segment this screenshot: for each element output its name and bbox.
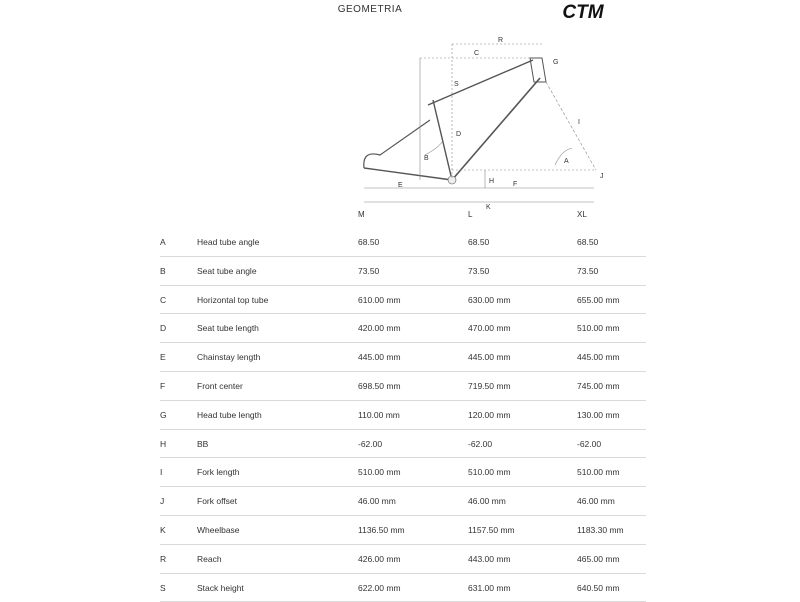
row-letter: G: [160, 409, 167, 420]
value-xl: 655.00 mm: [577, 294, 620, 305]
geometry-diagram: [350, 30, 650, 210]
table-row: [160, 372, 646, 401]
row-letter: F: [160, 380, 166, 391]
label-f: F: [513, 181, 518, 188]
value-l: -62.00: [468, 438, 493, 449]
row-letter: J: [160, 496, 165, 507]
row-name: Head tube length: [197, 409, 262, 420]
value-l: 73.50: [468, 265, 490, 276]
table-row: [160, 545, 646, 574]
size-header-l: L: [468, 210, 473, 219]
row-letter: S: [160, 582, 166, 593]
value-xl: -62.00: [577, 438, 602, 449]
value-l: 46.00 mm: [468, 496, 506, 507]
row-letter: C: [160, 294, 167, 305]
value-l: 630.00 mm: [468, 294, 511, 305]
geometry-table: [160, 228, 646, 602]
value-xl: 640.50 mm: [577, 582, 620, 593]
value-m: 610.00 mm: [358, 294, 401, 305]
size-header-xl: XL: [577, 210, 587, 219]
table-row: [160, 314, 646, 343]
ctm-logo: [533, 2, 633, 22]
value-l: 1157.50 mm: [468, 524, 515, 535]
table-row: [160, 487, 646, 516]
value-l: 719.50 mm: [468, 380, 511, 391]
row-name: Seat tube length: [197, 323, 259, 334]
row-name: Fork length: [197, 467, 240, 478]
value-xl: 510.00 mm: [577, 467, 620, 478]
top-tube: [428, 60, 533, 105]
brand-logotype: CTM: [562, 2, 604, 22]
label-i: I: [578, 119, 580, 126]
row-letter: A: [160, 237, 166, 247]
value-xl: 1183.30 mm: [577, 524, 624, 535]
page-title: GEOMETRIA: [337, 4, 403, 15]
table-row: [160, 286, 646, 315]
value-xl: 46.00 mm: [577, 496, 615, 507]
row-letter: E: [160, 352, 166, 363]
label-b: B: [424, 155, 429, 162]
row-name: Chainstay length: [197, 352, 261, 363]
label-r: R: [498, 37, 504, 44]
value-xl: 130.00 mm: [577, 409, 620, 420]
table-row: [160, 458, 646, 487]
table-row: [160, 343, 646, 372]
table-row: [160, 516, 646, 545]
row-name: Seat tube angle: [197, 265, 257, 276]
row-name: Fork offset: [197, 496, 237, 507]
size-header-m: M: [358, 210, 365, 219]
value-xl: 68.50: [577, 237, 599, 247]
value-xl: 745.00 mm: [577, 380, 620, 391]
value-m: 46.00 mm: [358, 496, 396, 507]
value-l: 443.00 mm: [468, 553, 511, 564]
value-m: 110.00 mm: [358, 409, 400, 420]
table-row: [160, 574, 646, 602]
value-m: 420.00 mm: [358, 323, 401, 334]
label-d: D: [456, 131, 462, 138]
chainstay: [364, 168, 452, 180]
row-name: Stack height: [197, 582, 244, 593]
down-tube: [452, 78, 540, 180]
label-e: E: [398, 182, 403, 189]
value-l: 510.00 mm: [468, 467, 511, 478]
label-s: S: [454, 81, 459, 88]
row-letter: R: [160, 553, 167, 564]
row-letter: I: [160, 467, 163, 478]
label-c: C: [474, 50, 480, 57]
value-m: 445.00 mm: [358, 352, 401, 363]
table-row: [160, 430, 646, 459]
row-letter: H: [160, 438, 167, 449]
row-name: BB: [197, 438, 209, 449]
label-g: G: [553, 59, 559, 66]
value-xl: 73.50: [577, 265, 599, 276]
row-name: Head tube angle: [197, 237, 260, 247]
value-l: 68.50: [468, 237, 490, 247]
label-j: J: [600, 173, 604, 180]
table-row: [160, 257, 646, 286]
label-a: A: [564, 158, 569, 165]
seat-tube: [433, 100, 452, 180]
value-l: 631.00 mm: [468, 582, 511, 593]
head-tube: [530, 58, 546, 82]
row-name: Wheelbase: [197, 524, 240, 535]
value-l: 120.00 mm: [468, 409, 511, 420]
table-row: [160, 228, 646, 257]
row-name: Horizontal top tube: [197, 294, 269, 305]
label-k: K: [486, 204, 491, 210]
row-name: Reach: [197, 553, 222, 564]
row-letter: B: [160, 265, 166, 276]
table-row: [160, 401, 646, 430]
value-l: 470.00 mm: [468, 323, 511, 334]
value-m: 622.00 mm: [358, 582, 401, 593]
value-m: 510.00 mm: [358, 467, 401, 478]
value-m: 68.50: [358, 237, 380, 247]
row-name: Front center: [197, 380, 243, 391]
value-m: 698.50 mm: [358, 380, 401, 391]
value-m: 426.00 mm: [358, 553, 401, 564]
value-m: 1136.50 mm: [358, 524, 405, 535]
value-m: 73.50: [358, 265, 380, 276]
label-h: H: [489, 178, 495, 185]
value-xl: 445.00 mm: [577, 352, 620, 363]
value-xl: 510.00 mm: [577, 323, 620, 334]
value-m: -62.00: [358, 438, 383, 449]
value-l: 445.00 mm: [468, 352, 511, 363]
row-letter: K: [160, 524, 166, 535]
value-xl: 465.00 mm: [577, 553, 620, 564]
row-letter: D: [160, 323, 167, 334]
